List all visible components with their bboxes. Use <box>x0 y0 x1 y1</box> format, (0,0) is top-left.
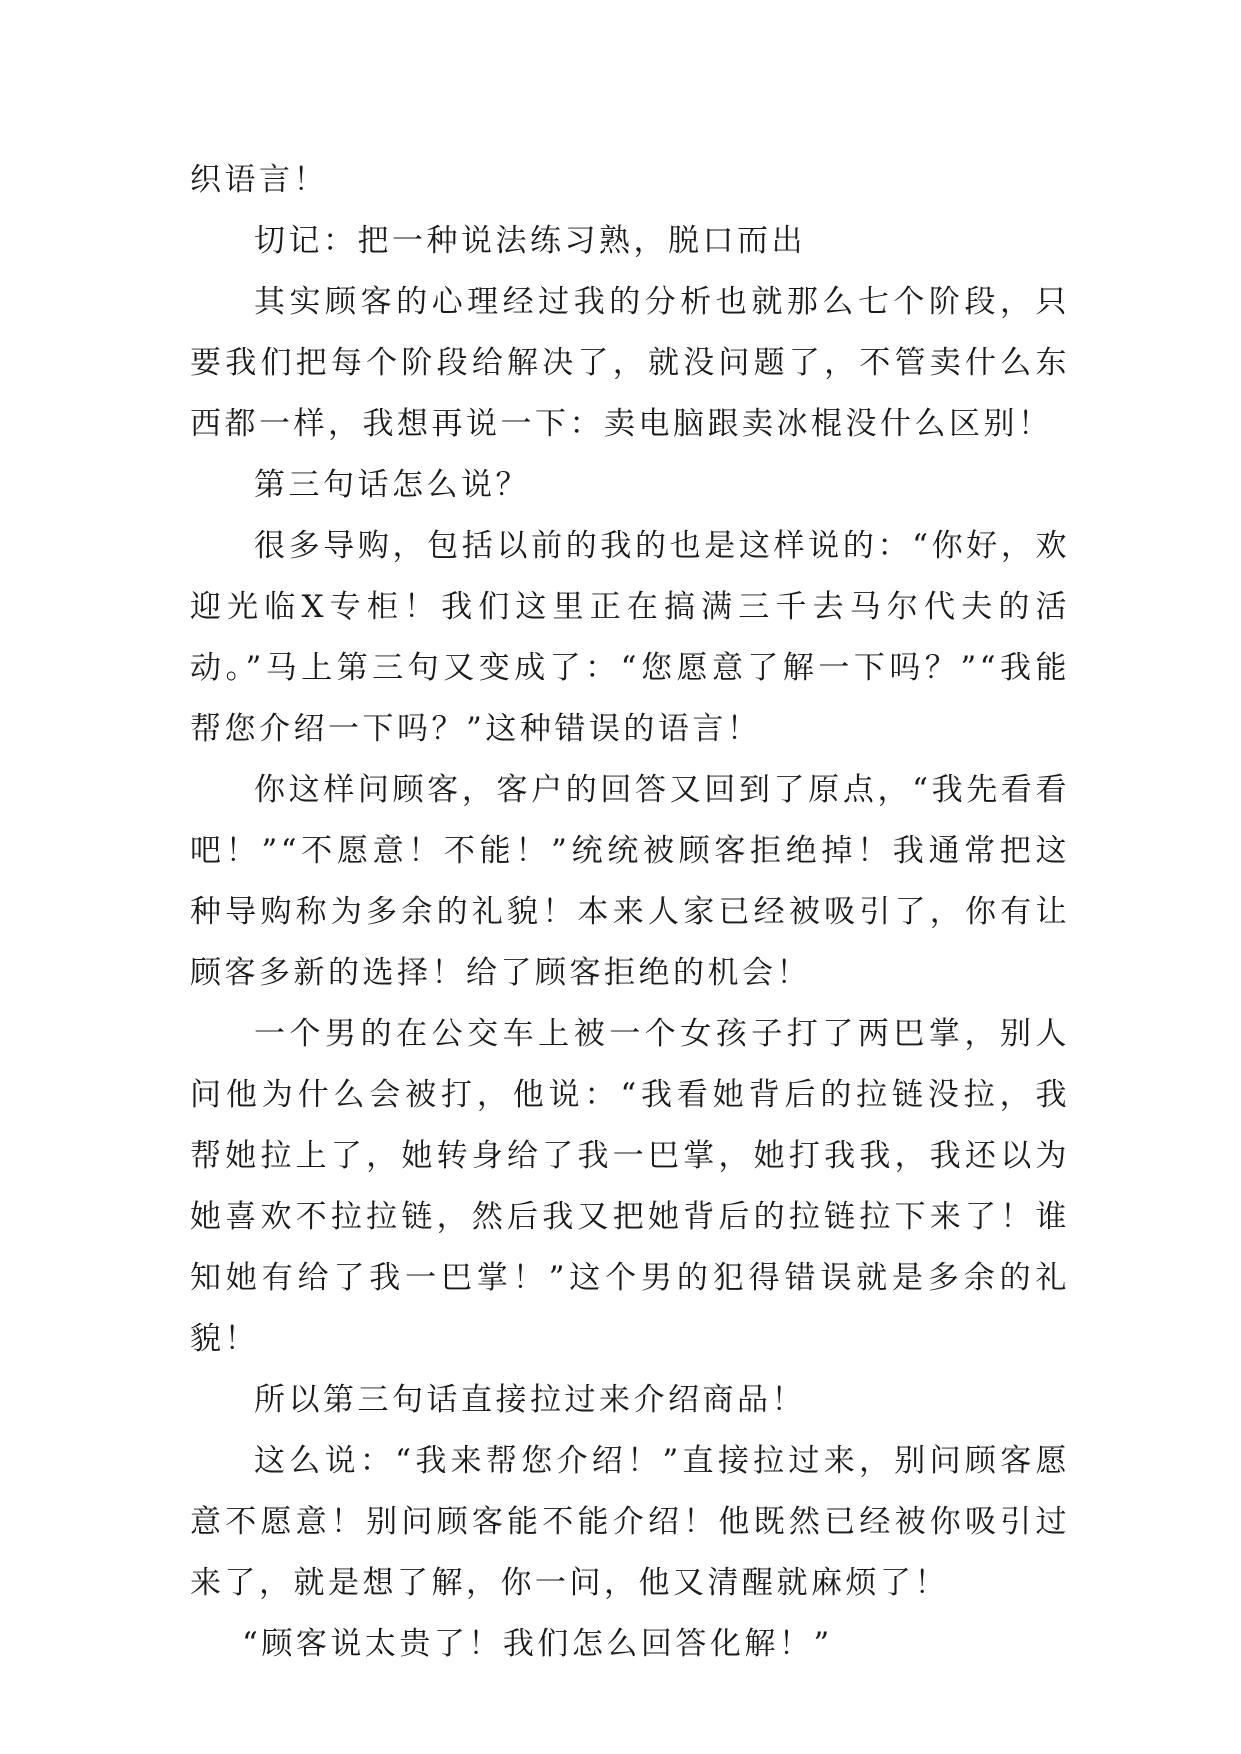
body-text <box>190 150 1070 1675</box>
paragraph: 织语言！ <box>190 162 328 198</box>
paragraph: 其实顾客的心理经过我的分析也就那么七个阶段，只要我们把每个阶段给解决了，就没问题了，不管卖什么东西都一样，我想再说一下：卖电脑跟卖冰棍没什么区别！ <box>190 284 1070 442</box>
paragraph: 切记：把一种说法练习熟，脱口而出 <box>254 223 806 259</box>
paragraph: 第三句话怎么说？ <box>254 467 530 503</box>
paragraph: 所以第三句话直接拉过来介绍商品！ <box>254 1382 806 1418</box>
paragraph: 很多导购，包括以前的我的也是这样说的：“你好，欢迎光临X专柜！我们这里正在搞满三千去马尔代夫的活动。”马上第三句又变成了：“您愿意了解一下吗？”“我能帮您介绍一下吗？”这种错误的语言！ <box>190 528 1070 747</box>
paragraph: “顾客说太贵了！我们怎么回答化解！” <box>242 1626 833 1662</box>
paragraph: 你这样问顾客，客户的回答又回到了原点，“我先看看吧！”“不愿意！不能！”统统被顾客拒绝掉！我通常把这种导购称为多余的礼貌！本来人家已经被吸引了，你有让顾客多新的选择！给了顾客拒绝的机会！ <box>190 772 1070 991</box>
paragraph: 这么说：“我来帮您介绍！”直接拉过来，别问顾客愿意不愿意！别问顾客能不能介绍！他既然已经被你吸引过来了，就是想了解，你一问，他又清醒就麻烦了！ <box>190 1443 1070 1601</box>
paragraph: 一个男的在公交车上被一个女孩子打了两巴掌，别人问他为什么会被打，他说：“我看她背后的拉链没拉，我帮她拉上了，她转身给了我一巴掌，她打我我，我还以为她喜欢不拉拉链，然后我又把她背后的拉链拉下来了！谁知她有给了我一巴掌！”这个男的犯得错误就是多余的礼貌！ <box>190 1016 1070 1357</box>
